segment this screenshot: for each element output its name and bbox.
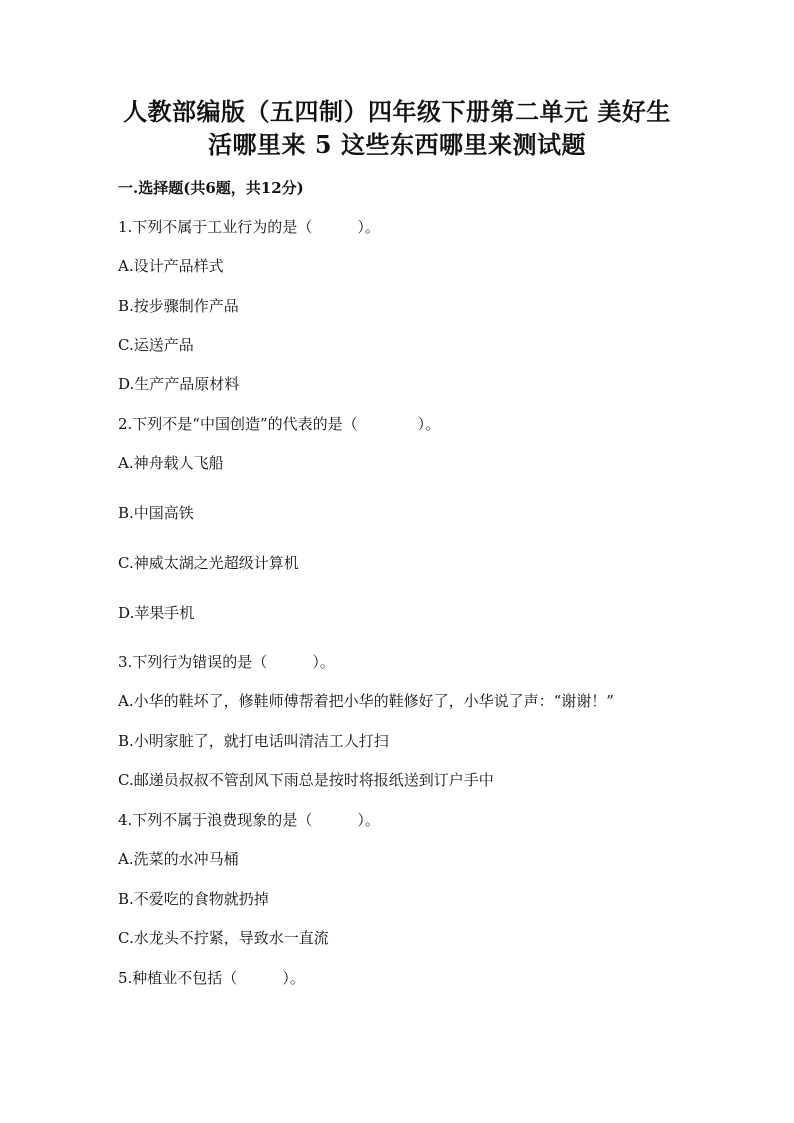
question-1-stem: 1.下列不属于工业行为的是（ ）。: [118, 218, 380, 236]
document-title-line-1: 人教部编版（五四制）四年级下册第二单元 美好生: [123, 97, 671, 126]
question-4-stem: 4.下列不属于浪费现象的是（ ）。: [118, 811, 380, 829]
question-2-stem: 2.下列不是“中国创造”的代表的是（ ）。: [118, 415, 441, 433]
question-1-option-a: A.设计产品样式: [118, 257, 224, 275]
question-2-option-d: D.苹果手机: [118, 604, 195, 622]
question-4-option-a: A.洗菜的水冲马桶: [118, 850, 239, 868]
question-4-option-c: C.水龙头不拧紧，导致水一直流: [118, 929, 329, 947]
question-2-option-a: A.神舟载人飞船: [118, 454, 224, 472]
question-3-option-a: A.小华的鞋坏了，修鞋师傅帮着把小华的鞋修好了，小华说了声：“谢谢！”: [118, 692, 614, 710]
question-1-option-c: C.运送产品: [118, 336, 194, 354]
question-3-option-c: C.邮递员叔叔不管刮风下雨总是按时将报纸送到订户手中: [118, 771, 494, 789]
question-5-stem: 5.种植业不包括（ ）。: [118, 969, 305, 987]
question-1-option-b: B.按步骤制作产品: [118, 297, 239, 315]
document-title-line-2: 活哪里来 5 这些东西哪里来测试题: [208, 130, 586, 159]
section-heading: 一.选择题(共6题，共12分): [118, 179, 304, 197]
question-3-option-b: B.小明家脏了，就打电话叫清洁工人打扫: [118, 732, 389, 750]
question-2-option-b: B.中国高铁: [118, 504, 194, 522]
question-3-stem: 3.下列行为错误的是（ ）。: [118, 653, 335, 671]
question-1-option-d: D.生产产品原材料: [118, 375, 240, 393]
question-4-option-b: B.不爱吃的食物就扔掉: [118, 890, 269, 908]
question-2-option-c: C.神威太湖之光超级计算机: [118, 554, 299, 572]
